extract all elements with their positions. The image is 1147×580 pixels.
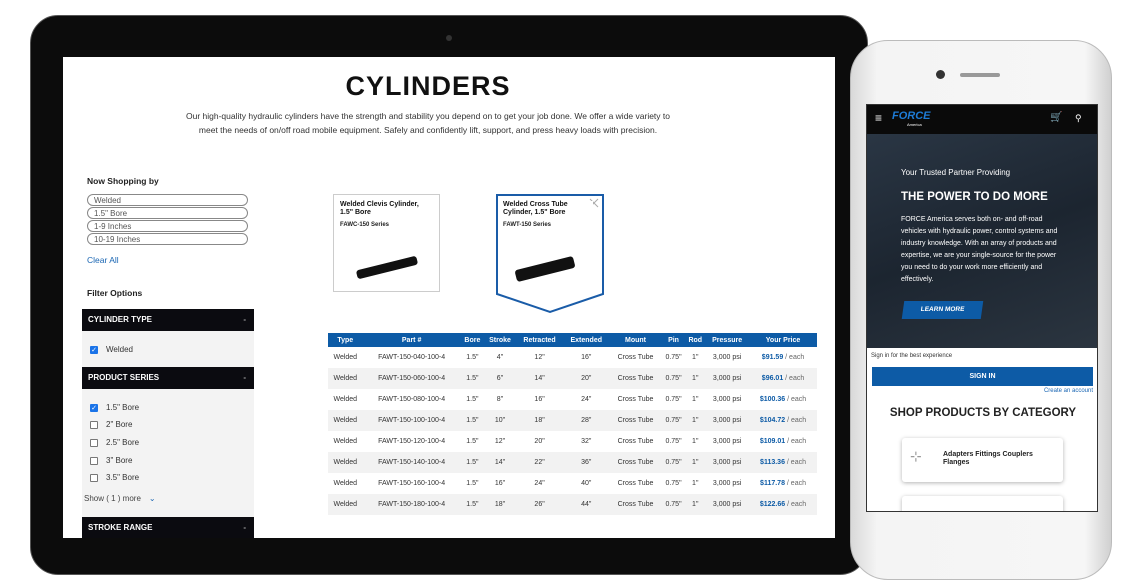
table-cell: 40" — [581, 480, 592, 487]
table-row[interactable] — [328, 347, 817, 368]
table-cell: 1" — [692, 354, 699, 361]
price: $100.36 — [759, 396, 786, 403]
table-cell: FAWT-150-060-100-4 — [363, 368, 461, 389]
table-cell: 1.5" — [461, 410, 484, 431]
table-cell: 1" — [685, 452, 705, 473]
collapse-icon[interactable]: - — [243, 315, 246, 324]
column-header: Bore — [461, 333, 484, 347]
product-series: FAWC-150 Series — [340, 222, 390, 228]
table-cell: 1" — [692, 438, 699, 445]
table-row[interactable] — [328, 368, 817, 389]
table-cell: 0.75" — [665, 438, 682, 445]
table-cell: Cross Tube — [617, 396, 654, 403]
product-card-selected[interactable] — [503, 201, 593, 228]
table-cell: 12" — [494, 438, 506, 445]
table-cell: 3,000 psi — [712, 354, 742, 361]
price-cell — [749, 368, 817, 389]
table-cell: 16" — [581, 354, 592, 361]
column-header: Pin — [662, 333, 686, 347]
hero-banner — [867, 134, 1098, 348]
table-row[interactable] — [328, 473, 817, 494]
phone-camera — [936, 70, 945, 79]
cylinder-image — [356, 256, 418, 280]
table-row[interactable] — [328, 410, 817, 431]
product-name: Welded Clevis Cylinder, 1.5" Bore — [340, 201, 419, 216]
chevron-down-icon: ⌄ — [148, 494, 156, 503]
checkbox-icon[interactable] — [90, 421, 98, 429]
option-label: 2.5" Bore — [106, 438, 140, 447]
price: $109.01 — [759, 438, 786, 445]
column-header: Type — [328, 333, 363, 347]
column-header: Stroke — [484, 333, 516, 347]
category-card[interactable] — [902, 438, 1063, 482]
table-cell: 18" — [516, 410, 563, 431]
table-cell: 0.75" — [665, 480, 682, 487]
table-cell: Cross Tube — [617, 354, 654, 361]
table-row[interactable] — [328, 389, 817, 410]
table-cell: Welded — [333, 438, 358, 445]
price: $96.01 — [761, 375, 784, 382]
table-cell: 20" — [534, 438, 545, 445]
product-table — [328, 333, 817, 515]
table-cell: 24" — [581, 396, 592, 403]
table-cell: Welded — [333, 480, 358, 487]
filter-header-stroke-range[interactable] — [82, 517, 254, 538]
table-cell: 32" — [581, 438, 592, 445]
filter-chip[interactable]: 10-19 Inches — [87, 233, 248, 245]
show-more-label: Show ( 1 ) more — [84, 494, 141, 503]
checkbox-checked-icon[interactable]: ✓ — [91, 404, 97, 412]
create-account-link[interactable]: Create an account — [1043, 388, 1093, 394]
fittings-icon: ⊹ — [910, 448, 922, 464]
laptop-camera — [446, 35, 452, 41]
table-cell: Cross Tube — [609, 452, 661, 473]
close-icon[interactable] — [590, 197, 602, 209]
price: $104.72 — [759, 417, 786, 424]
table-cell: FAWT-150-040-100-4 — [378, 354, 446, 361]
price: $91.59 — [761, 354, 784, 361]
price-cell — [749, 494, 817, 515]
sign-in-button[interactable]: SIGN IN — [872, 367, 1093, 386]
filter-header-cylinder-type[interactable] — [82, 309, 254, 331]
signin-prompt: Sign in for the best experience — [871, 353, 953, 359]
table-cell: 10" — [484, 410, 516, 431]
filter-option[interactable] — [90, 403, 139, 412]
table-cell: 36" — [563, 452, 609, 473]
column-header: Rod — [685, 333, 705, 347]
table-row[interactable] — [328, 494, 817, 515]
table-cell: Welded — [328, 494, 363, 515]
table-cell: FAWT-150-160-100-4 — [378, 480, 446, 487]
column-header: Retracted — [516, 333, 563, 347]
table-cell: 0.75" — [662, 410, 686, 431]
table-cell: 1.5" — [466, 354, 479, 361]
filter-header-product-series[interactable] — [82, 367, 254, 389]
table-cell: 0.75" — [662, 452, 686, 473]
table-cell: Cross Tube — [609, 368, 661, 389]
filter-chip[interactable]: 1.5" Bore — [87, 207, 248, 219]
force-logo[interactable]: FORCE — [892, 110, 931, 122]
table-cell: FAWT-150-180-100-4 — [363, 494, 461, 515]
hero-kicker: Your Trusted Partner Providing — [901, 168, 1011, 177]
column-header: Your Price — [749, 333, 817, 347]
filter-body-product-series — [82, 389, 254, 517]
table-cell: 24" — [534, 480, 545, 487]
table-row[interactable] — [328, 452, 817, 473]
mobile-header — [867, 105, 1098, 134]
mobile-page — [866, 104, 1098, 512]
clear-all-link[interactable]: Clear All — [87, 255, 119, 265]
table-cell: 16" — [494, 480, 506, 487]
price-cell — [749, 431, 817, 452]
filter-option[interactable] — [90, 456, 132, 465]
table-cell: Cross Tube — [617, 438, 654, 445]
table-cell: 1.5" — [461, 494, 484, 515]
price-unit: / each — [787, 438, 807, 445]
table-cell: 4" — [496, 354, 504, 361]
checkbox-checked-icon[interactable]: ✓ — [91, 346, 97, 354]
price: $117.78 — [760, 480, 785, 487]
table-cell: 1.5" — [466, 480, 479, 487]
table-cell: 44" — [563, 494, 609, 515]
table-cell: Welded — [333, 396, 358, 403]
option-label: Welded — [106, 345, 133, 354]
phone-speaker — [960, 73, 1000, 77]
table-cell: 6" — [484, 368, 516, 389]
column-header: Pressure — [705, 333, 749, 347]
product-card[interactable] — [333, 194, 440, 292]
price-unit: / each — [786, 480, 806, 487]
filter-options-label: Filter Options — [87, 288, 143, 298]
hero-text: FORCE America serves both on- and off-road vehicles with hydraulic power, control systems and industry knowledge. With an array of products and expertise, we are your single-source for the power you need to do your work more efficiently and effectively. — [901, 216, 1058, 283]
price: $113.36 — [760, 459, 785, 466]
table-cell: 20" — [563, 368, 609, 389]
desktop-page — [63, 57, 835, 538]
table-cell: 14" — [484, 452, 516, 473]
price-cell — [749, 452, 817, 473]
table-cell: 26" — [516, 494, 563, 515]
hero-title: THE POWER TO DO MORE — [901, 191, 1048, 203]
table-cell: 22" — [516, 452, 563, 473]
table-cell: FAWT-150-100-100-4 — [363, 410, 461, 431]
table-cell: Welded — [328, 368, 363, 389]
filter-option[interactable] — [90, 438, 139, 447]
price-unit: / each — [785, 354, 805, 361]
table-cell: 3,000 psi — [705, 452, 749, 473]
table-cell: Cross Tube — [609, 410, 661, 431]
table-cell: 1" — [692, 396, 699, 403]
product-name: Welded Cross Tube Cylinder, 1.5" Bore — [503, 201, 568, 216]
table-cell: Welded — [328, 410, 363, 431]
table-cell: 0.75" — [665, 354, 682, 361]
table-cell: 1" — [685, 410, 705, 431]
table-cell: 18" — [484, 494, 516, 515]
filter-option[interactable] — [90, 473, 139, 482]
table-cell: Welded — [333, 354, 358, 361]
category-card[interactable] — [902, 496, 1063, 512]
checkbox-icon[interactable] — [90, 457, 98, 465]
checkbox-icon[interactable] — [90, 474, 98, 482]
table-cell: 12" — [534, 354, 545, 361]
table-cell: 3,000 psi — [712, 438, 742, 445]
filter-title: PRODUCT SERIES — [88, 373, 160, 382]
price-unit: / each — [787, 417, 807, 424]
table-cell: 3,000 psi — [705, 410, 749, 431]
learn-more-button[interactable]: LEARN MORE — [902, 301, 984, 319]
option-label: 3" Bore — [106, 456, 133, 465]
price-unit: / each — [787, 396, 807, 403]
logo-subtext: America — [907, 122, 922, 127]
price: $122.66 — [759, 501, 786, 508]
table-row[interactable] — [328, 431, 817, 452]
column-header: Mount — [609, 333, 661, 347]
table-cell: 1" — [685, 494, 705, 515]
table-cell: 0.75" — [665, 396, 682, 403]
price-cell — [749, 473, 817, 494]
price-unit: / each — [785, 375, 805, 382]
filter-chip[interactable]: 1-9 Inches — [87, 220, 248, 232]
product-series: FAWT-150 Series — [503, 222, 552, 228]
table-cell: FAWT-150-080-100-4 — [378, 396, 446, 403]
column-header: Part # — [363, 333, 461, 347]
table-cell: 1.5" — [461, 368, 484, 389]
table-cell: 1.5" — [461, 452, 484, 473]
price-unit: / each — [787, 501, 807, 508]
shop-by-category-title: SHOP PRODUCTS BY CATEGORY — [889, 407, 1077, 419]
collapse-icon[interactable]: - — [243, 523, 246, 532]
table-cell: FAWT-150-140-100-4 — [363, 452, 461, 473]
table-cell: 3,000 psi — [712, 396, 742, 403]
table-cell: 8" — [496, 396, 504, 403]
table-cell: 3,000 psi — [705, 368, 749, 389]
option-label: 1.5" Bore — [106, 403, 140, 412]
table-cell: 1" — [685, 368, 705, 389]
table-cell: 0.75" — [662, 368, 686, 389]
table-cell: Cross Tube — [609, 494, 661, 515]
table-cell: 28" — [563, 410, 609, 431]
filter-option[interactable] — [90, 345, 133, 354]
table-cell: 1.5" — [466, 396, 479, 403]
table-cell: Cross Tube — [617, 480, 654, 487]
checkbox-icon[interactable] — [90, 439, 98, 447]
collapse-icon[interactable]: - — [243, 373, 246, 382]
table-cell: FAWT-150-120-100-4 — [378, 438, 446, 445]
search-icon[interactable]: ⚲ — [1075, 113, 1082, 123]
now-shopping-label: Now Shopping by — [87, 176, 159, 186]
menu-icon[interactable]: ≡ — [875, 111, 883, 125]
page-description: Our high-quality hydraulic cylinders have the strength and stability you depend on to get your job done. We offer a wide variety to meet the needs of on/off road mobile equipment. Safely and confidently lift, support, and press heavy loads with precision. — [186, 111, 670, 135]
option-label: 3.5" Bore — [106, 473, 140, 482]
table-cell: 1.5" — [466, 438, 479, 445]
table-cell: Welded — [328, 452, 363, 473]
option-label: 2" Bore — [106, 420, 133, 429]
price-cell — [749, 347, 817, 368]
table-cell: 3,000 psi — [705, 494, 749, 515]
column-header: Extended — [563, 333, 609, 347]
table-cell: 1" — [692, 480, 699, 487]
filter-title: STROKE RANGE — [88, 523, 153, 532]
filter-chip[interactable]: Welded — [87, 194, 248, 206]
table-cell: 0.75" — [662, 494, 686, 515]
price-cell — [749, 389, 817, 410]
table-cell: 16" — [534, 396, 545, 403]
table-cell: 3,000 psi — [712, 480, 742, 487]
table-cell: 14" — [516, 368, 563, 389]
filter-title: CYLINDER TYPE — [88, 315, 153, 324]
category-name: Adapters Fittings Couplers Flanges — [943, 451, 1033, 466]
price-cell — [749, 410, 817, 431]
show-more-link[interactable] — [84, 494, 156, 503]
filter-body-cylinder-type — [82, 331, 254, 367]
cart-icon[interactable]: 🛒 — [1050, 112, 1063, 123]
filter-option[interactable] — [90, 420, 132, 429]
page-title: CYLINDERS — [345, 71, 511, 101]
price-unit: / each — [786, 459, 806, 466]
